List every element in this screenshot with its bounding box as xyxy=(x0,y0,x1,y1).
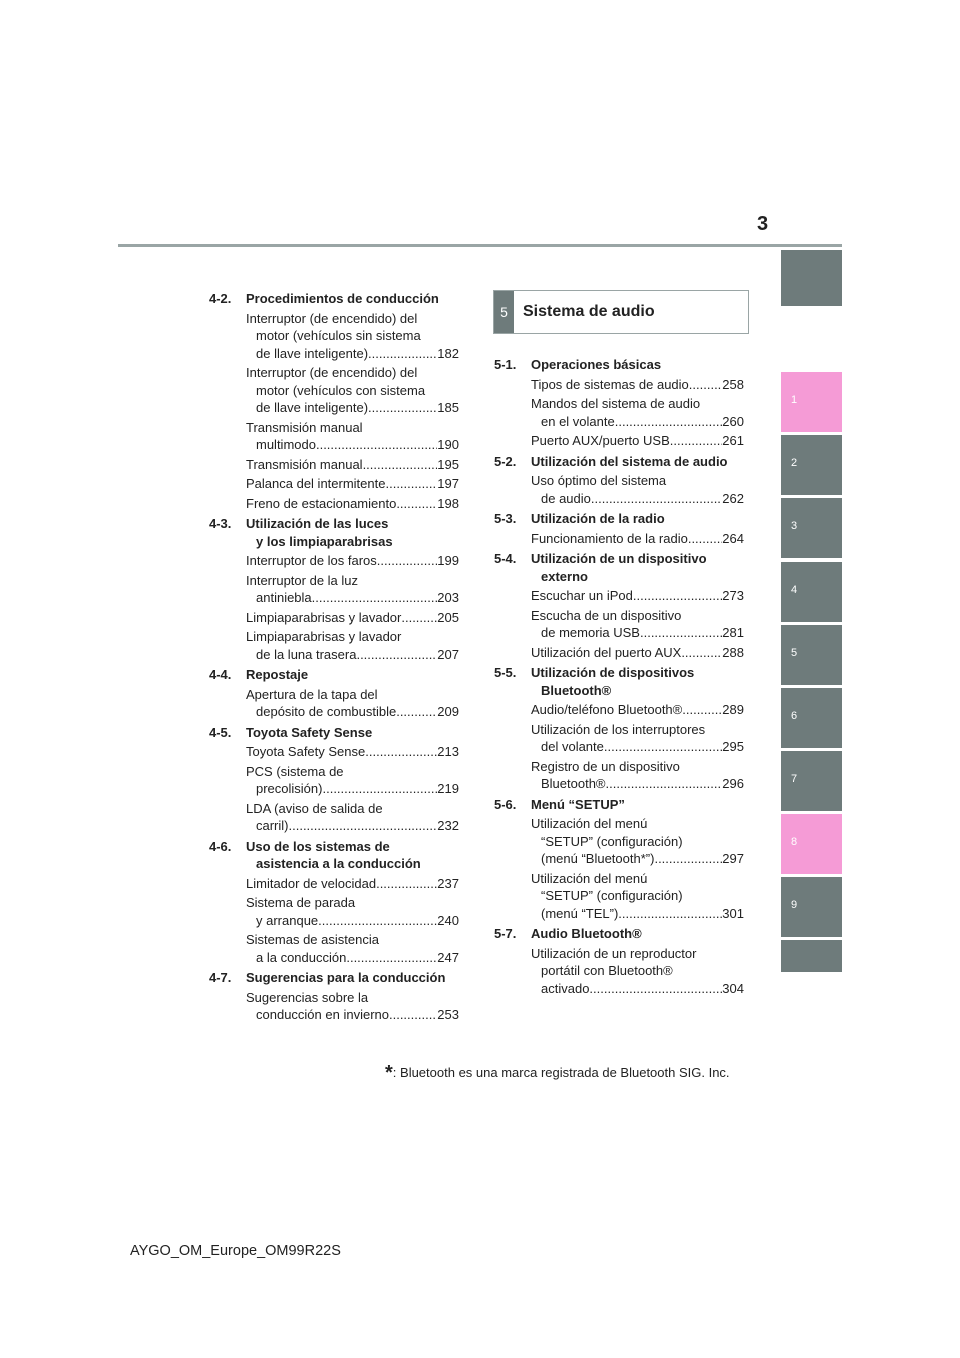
dot-leader xyxy=(618,905,722,923)
toc-page-number: 198 xyxy=(437,495,459,511)
toc-entry[interactable] xyxy=(246,310,459,363)
chapter-tab[interactable] xyxy=(781,562,842,622)
section-title xyxy=(531,356,661,374)
toc-entry-line: Interruptor (de encendido) del xyxy=(246,310,418,326)
toc-entry-line: portátil con Bluetooth® xyxy=(541,963,673,978)
section-title xyxy=(246,969,445,987)
section-number: 4-6. xyxy=(209,838,232,854)
section-title xyxy=(531,664,694,699)
toc-page-number: 197 xyxy=(437,476,459,491)
toc-section xyxy=(209,724,459,835)
toc-page-number: 260 xyxy=(722,413,744,429)
toc-entry[interactable] xyxy=(246,686,459,721)
dot-leader xyxy=(615,413,723,431)
toc-entry[interactable] xyxy=(531,945,744,998)
section-title-line: Bluetooth® xyxy=(541,682,612,698)
section-number: 5-3. xyxy=(494,511,517,526)
section-number: 5-6. xyxy=(494,796,517,812)
dot-leader xyxy=(401,609,437,627)
dot-leader xyxy=(377,552,438,570)
toc-section-heading xyxy=(494,356,744,374)
dot-leader xyxy=(385,475,437,493)
toc-entry-line: LDA (aviso de salida de xyxy=(246,800,383,816)
toc-entry-line: Utilización de los interruptores xyxy=(531,721,706,737)
chapter-tab[interactable] xyxy=(781,498,842,558)
toc-entry[interactable] xyxy=(246,364,459,417)
toc-entry[interactable] xyxy=(246,800,459,835)
toc-page-number: 253 xyxy=(437,1007,459,1022)
toc-entry-text: de llave inteligente)............... xyxy=(256,400,423,415)
toc-entry[interactable] xyxy=(531,432,744,450)
toc-section-heading xyxy=(209,515,459,550)
dot-leader xyxy=(591,490,722,508)
chapter-tab-label: 3 xyxy=(791,520,798,532)
toc-entry-text: Puerto AUX/puerto USB xyxy=(531,433,670,448)
toc-page-number: 296 xyxy=(722,776,744,791)
dot-leader xyxy=(376,875,437,893)
toc-entry-line: Sugerencias sobre la xyxy=(246,989,369,1005)
toc-entry-text: activado xyxy=(541,980,590,996)
toc-entry-text: Funcionamiento de la radio xyxy=(531,530,688,546)
dot-leader xyxy=(289,817,438,835)
chapter-tab[interactable] xyxy=(781,877,842,937)
dot-leader xyxy=(422,399,437,417)
section-title xyxy=(246,666,308,684)
section-title-line: Toyota Safety Sense xyxy=(246,724,373,740)
toc-section xyxy=(494,510,744,547)
toc-entry[interactable] xyxy=(246,572,459,607)
section-title-line: y los limpiaparabrisas xyxy=(256,533,393,549)
section-title-line: Utilización de las luces xyxy=(246,516,389,531)
toc-page-number: 304 xyxy=(722,980,744,996)
dot-leader xyxy=(346,949,437,967)
section-number: 4-7. xyxy=(209,970,232,985)
toc-entry-line: PCS (sistema de xyxy=(246,763,344,779)
toc-entry[interactable] xyxy=(531,587,744,605)
toc-section-heading xyxy=(494,925,744,943)
toc-entry-line: Sistema de parada xyxy=(246,895,356,910)
dot-leader xyxy=(633,587,722,605)
chapter-number: 5 xyxy=(494,291,514,333)
toc-section-heading xyxy=(209,290,459,308)
toc-entry-line: motor (vehículos sin sistema xyxy=(256,328,421,343)
toc-section-heading xyxy=(209,969,459,987)
toc-entry[interactable] xyxy=(246,419,459,454)
chapter-tab-label: 6 xyxy=(791,710,798,722)
section-title-line: Uso de los sistemas de xyxy=(246,838,390,854)
toc-entry[interactable] xyxy=(531,701,744,719)
toc-entry-text: Escuchar un iPod xyxy=(531,588,633,603)
toc-entry-text: Interruptor de los faros xyxy=(246,553,377,568)
toc-page-number: 301 xyxy=(722,905,744,921)
section-title-line: Utilización de un dispositivo xyxy=(531,551,707,566)
toc-entry[interactable] xyxy=(246,743,459,761)
toc-entry-text: carril) xyxy=(256,818,289,833)
section-title xyxy=(531,925,642,943)
toc-page-number: 219 xyxy=(437,781,459,796)
toc-page-number: 261 xyxy=(722,433,744,448)
toc-entry[interactable] xyxy=(531,870,744,923)
section-title-line: asistencia a la conducción xyxy=(256,856,421,871)
footnote-star: * xyxy=(385,1062,393,1084)
toc-entry-line: Uso óptimo del sistema xyxy=(531,473,667,488)
chapter-tab[interactable] xyxy=(781,688,842,748)
toc-entry-text: (menú “TEL”) xyxy=(541,905,619,921)
toc-entry-line: Utilización del menú xyxy=(531,870,648,886)
dot-leader xyxy=(654,850,722,868)
toc-page-number: 295 xyxy=(722,739,744,754)
toc-entry-text: de la luna trasera xyxy=(256,646,357,662)
toc-left-column xyxy=(209,287,459,1026)
toc-page-number: 182 xyxy=(437,345,459,361)
section-number: 4-2. xyxy=(209,291,232,306)
toc-entry[interactable] xyxy=(531,721,744,756)
toc-entry[interactable] xyxy=(246,931,459,966)
toc-entry-text: Freno de estacionamiento xyxy=(246,495,397,511)
section-number: 5-2. xyxy=(494,453,517,469)
toc-section-heading xyxy=(209,724,459,742)
page-number: 3 xyxy=(757,213,769,235)
footnote-text: : Bluetooth es una marca registrada de Bluetooth SIG. Inc. xyxy=(392,1065,730,1080)
section-title xyxy=(246,838,421,873)
dot-leader xyxy=(589,980,722,998)
dot-leader xyxy=(422,345,437,363)
section-title-line: Audio Bluetooth® xyxy=(531,926,642,941)
section-title xyxy=(531,453,728,471)
toc-page-number: 288 xyxy=(722,644,744,660)
toc-entry-line: Mandos del sistema de audio xyxy=(531,396,701,411)
toc-section xyxy=(494,925,744,997)
toc-section xyxy=(494,796,744,923)
toc-page-number: 185 xyxy=(437,400,459,415)
toc-section xyxy=(494,356,744,450)
toc-entry-line: Sistemas de asistencia xyxy=(246,932,379,947)
section-title-line: Procedimientos de conducción xyxy=(246,291,439,306)
toc-page-number: 297 xyxy=(722,851,744,866)
toc-entry[interactable] xyxy=(246,875,459,893)
dot-leader xyxy=(681,644,722,662)
chapter-tab[interactable] xyxy=(781,751,842,811)
dot-leader xyxy=(396,495,437,513)
section-number: 5-7. xyxy=(494,926,517,941)
toc-entry-text: del volante xyxy=(541,739,604,754)
chapter-title: Sistema de audio xyxy=(523,303,655,320)
section-title xyxy=(531,510,665,528)
toc-entry-text: Limitador de velocidad xyxy=(246,875,377,891)
toc-entry-text: antiniebla xyxy=(256,590,312,605)
toc-entry-text: Limpiaparabrisas y lavador xyxy=(246,609,402,625)
section-number: 5-5. xyxy=(494,665,517,680)
section-number: 5-1. xyxy=(494,357,517,372)
section-number: 4-3. xyxy=(209,516,232,531)
toc-entry-text: Tipos de sistemas de audio xyxy=(531,376,689,392)
toc-entry-text: de llave inteligente)............... xyxy=(256,345,423,361)
toc-entry-line: Utilización del menú xyxy=(531,816,648,831)
section-number: 5-4. xyxy=(494,551,517,566)
dot-leader xyxy=(606,775,723,793)
section-title xyxy=(246,290,439,308)
section-title-line: Operaciones básicas xyxy=(531,357,662,372)
toc-entry-line: Registro de un dispositivo xyxy=(531,758,680,774)
toc-page-number: 199 xyxy=(437,553,459,568)
toc-page-number: 264 xyxy=(722,530,744,546)
toc-section xyxy=(494,550,744,661)
toc-page-number: 232 xyxy=(437,818,459,833)
chapter-header xyxy=(493,290,749,334)
toc-section xyxy=(209,515,459,663)
toc-entry[interactable] xyxy=(246,989,459,1024)
toc-entry-text: Toyota Safety Sense xyxy=(246,744,366,759)
dot-leader xyxy=(670,432,723,450)
chapter-tab-label: 9 xyxy=(791,899,798,911)
section-title-line: Utilización de la radio xyxy=(531,511,665,526)
toc-section-heading xyxy=(494,796,744,814)
section-title-line: Utilización de dispositivos xyxy=(531,665,695,680)
toc-section xyxy=(209,838,459,967)
toc-page-number: 205 xyxy=(437,609,459,625)
toc-entry-text: conducción en invierno xyxy=(256,1007,389,1022)
toc-entry-line: Utilización de un reproductor xyxy=(531,945,697,961)
chapter-tab-label: 5 xyxy=(791,647,798,659)
dot-leader xyxy=(322,780,437,798)
chapter-tab[interactable] xyxy=(781,814,842,874)
toc-section-heading xyxy=(209,666,459,684)
section-title xyxy=(246,724,372,742)
toc-page-number: 213 xyxy=(437,744,459,759)
dot-leader xyxy=(688,530,722,548)
toc-entry-line: motor (vehículos con sistema xyxy=(256,382,426,398)
toc-page-number: 258 xyxy=(722,376,744,392)
footnote xyxy=(385,1062,730,1085)
toc-section-heading xyxy=(209,838,459,873)
toc-section xyxy=(494,664,744,793)
toc-page-number: 281 xyxy=(722,625,744,640)
dot-leader xyxy=(682,701,722,719)
toc-page-number: 273 xyxy=(722,588,744,603)
chapter-tab-label: 8 xyxy=(791,836,798,848)
toc-entry-text: de audio xyxy=(541,490,591,506)
dot-leader xyxy=(689,376,723,394)
toc-entry-text: (menú “Bluetooth*”) xyxy=(541,851,655,866)
dot-leader xyxy=(365,743,437,761)
section-title xyxy=(531,796,625,814)
toc-entry[interactable] xyxy=(246,609,459,627)
section-title-line: Menú “SETUP” xyxy=(531,796,625,812)
chapter-tab-label: 4 xyxy=(791,584,798,596)
toc-entry[interactable] xyxy=(246,475,459,493)
toc-entry-line: “SETUP” (configuración) xyxy=(541,888,683,903)
toc-page-number: 237 xyxy=(437,875,459,891)
toc-page-number: 240 xyxy=(437,912,459,928)
toc-entry-line: “SETUP” (configuración) xyxy=(541,833,683,849)
toc-section xyxy=(494,453,744,508)
toc-entry[interactable] xyxy=(246,456,459,474)
section-title xyxy=(246,515,393,550)
toc-page-number: 195 xyxy=(437,456,459,472)
toc-entry[interactable] xyxy=(531,644,744,662)
toc-entry[interactable] xyxy=(531,815,744,868)
dot-leader xyxy=(640,624,722,642)
toc-entry[interactable] xyxy=(531,607,744,642)
toc-entry-text: Utilización del puerto AUX xyxy=(531,644,682,660)
toc-page-number: 262 xyxy=(722,490,744,506)
section-number: 4-5. xyxy=(209,724,232,740)
toc-right-column xyxy=(494,353,744,999)
toc-entry[interactable] xyxy=(531,376,744,394)
toc-entry[interactable] xyxy=(246,763,459,798)
toc-section-heading xyxy=(494,550,744,585)
toc-section-heading xyxy=(494,664,744,699)
footer-document-code: AYGO_OM_Europe_OM99R22S xyxy=(130,1243,341,1259)
toc-entry[interactable] xyxy=(531,758,744,793)
toc-entry-line: Apertura de la tapa del xyxy=(246,686,378,702)
toc-section xyxy=(209,290,459,512)
toc-entry-line: Limpiaparabrisas y lavador xyxy=(246,629,402,644)
toc-page-number: 209 xyxy=(437,704,459,719)
toc-entry-line: Interruptor de la luz xyxy=(246,572,359,588)
chapter-tab[interactable] xyxy=(781,250,842,306)
chapter-tab[interactable] xyxy=(781,435,842,495)
toc-entry[interactable] xyxy=(246,495,459,513)
toc-page-number: 203 xyxy=(437,590,459,605)
toc-page-number: 190 xyxy=(437,437,459,452)
toc-entry-text: Bluetooth® xyxy=(541,776,606,791)
toc-page-number: 207 xyxy=(437,646,459,662)
toc-entry-text: de memoria USB xyxy=(541,625,640,640)
dot-leader xyxy=(356,646,437,664)
toc-entry-line: Interruptor (de encendido) del xyxy=(246,365,418,380)
header-rule xyxy=(118,244,842,247)
toc-entry-text: depósito de combustible xyxy=(256,704,397,719)
dot-leader xyxy=(389,1006,437,1024)
chapter-tab[interactable] xyxy=(781,940,842,972)
toc-section xyxy=(209,666,459,721)
chapter-tab-label: 1 xyxy=(791,394,798,406)
chapter-tab-label: 7 xyxy=(791,773,798,785)
section-title-line: Sugerencias para la conducción xyxy=(246,970,446,985)
toc-entry-text: a la conducción xyxy=(256,949,347,965)
chapter-tab[interactable] xyxy=(781,372,842,432)
dot-leader xyxy=(316,436,437,454)
toc-entry[interactable] xyxy=(246,552,459,570)
toc-page-number: 247 xyxy=(437,949,459,965)
section-title-line: Utilización del sistema de audio xyxy=(531,453,728,469)
toc-entry-text: multimodo xyxy=(256,437,316,452)
chapter-tab[interactable] xyxy=(781,625,842,685)
dot-leader xyxy=(318,912,437,930)
toc-entry-text: Audio/teléfono Bluetooth® xyxy=(531,702,683,717)
toc-section xyxy=(209,969,459,1024)
toc-section-heading xyxy=(494,453,744,471)
toc-entry[interactable] xyxy=(531,395,744,430)
toc-entry-line: Transmisión manual xyxy=(246,419,363,435)
section-number: 4-4. xyxy=(209,667,232,682)
chapter-tab-label: 2 xyxy=(791,457,798,469)
toc-entry-line: Escucha de un dispositivo xyxy=(531,607,682,623)
toc-entry[interactable] xyxy=(531,530,744,548)
section-title-line: externo xyxy=(541,568,588,584)
toc-page-number: 289 xyxy=(722,702,744,717)
section-title-line: Repostaje xyxy=(246,667,309,682)
dot-leader xyxy=(312,589,438,607)
toc-section-heading xyxy=(494,510,744,528)
toc-entry-text: en el volante xyxy=(541,413,615,429)
dot-leader xyxy=(363,456,438,474)
toc-entry-text: precolisión) xyxy=(256,781,323,796)
toc-entry-text: Transmisión manual xyxy=(246,456,363,472)
toc-entry[interactable] xyxy=(531,472,744,507)
toc-entry[interactable] xyxy=(246,894,459,929)
dot-leader xyxy=(396,703,437,721)
section-title xyxy=(531,550,707,585)
toc-entry[interactable] xyxy=(246,628,459,663)
toc-entry-text: Palanca del intermitente xyxy=(246,476,386,491)
dot-leader xyxy=(604,738,722,756)
toc-entry-text: y arranque xyxy=(256,912,319,928)
